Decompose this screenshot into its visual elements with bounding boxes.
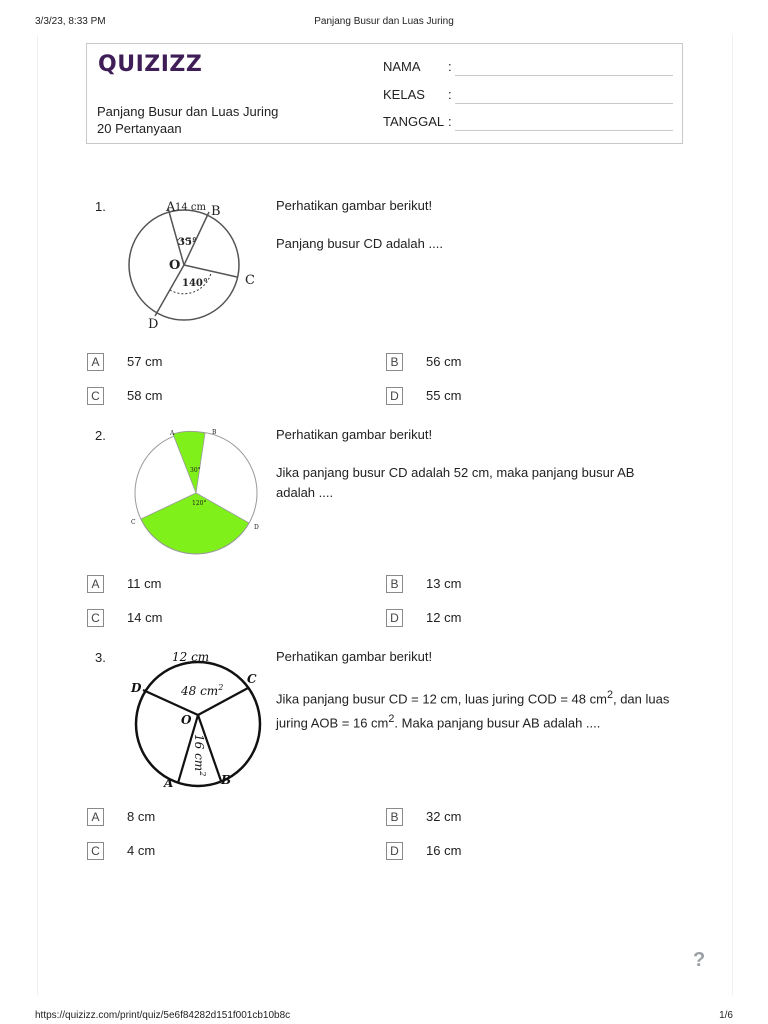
class-field	[383, 87, 452, 102]
question-3-prompt-c: . Maka panjang busur AB adalah ....	[394, 715, 601, 731]
q1-label-o: O	[169, 258, 181, 273]
option-text: 8 cm	[127, 809, 156, 824]
option-text: 58 cm	[127, 388, 163, 403]
question-1-intro: Perhatikan gambar berikut!	[276, 198, 433, 213]
q3-label-d: D	[131, 681, 142, 695]
question-3-prompt-a: Jika panjang busur CD = 12 cm, luas juring COD = 48 cm	[276, 691, 607, 707]
question-1-prompt: Panjang busur CD adalah ....	[276, 236, 443, 251]
option-text: 14 cm	[127, 610, 163, 625]
question-1-text	[276, 196, 676, 254]
q3-label-o: O	[181, 713, 192, 727]
q2-label-d: D	[254, 524, 259, 531]
option-text: 57 cm	[127, 354, 163, 369]
question-3-intro: Perhatikan gambar berikut!	[276, 649, 433, 664]
q3-area-1-value: 48 cm	[181, 684, 219, 698]
q3-arc-label: 12 cm	[172, 650, 210, 664]
option-letter: C	[87, 842, 104, 860]
q3-area-2-value: 16 cm	[192, 734, 206, 772]
q1-arc-label: 14 cm	[175, 202, 206, 213]
option-letter: B	[386, 575, 403, 593]
option-text: 13 cm	[426, 576, 462, 591]
question-3-number: 3.	[95, 650, 106, 665]
question-2-figure	[128, 427, 268, 555]
q1-angle-2: 140°	[182, 278, 208, 289]
question-count: 20 Pertanyaan	[97, 121, 182, 136]
q1-angle-1: 35°	[178, 237, 197, 248]
q3-label-b: B	[221, 773, 232, 787]
question-3-figure	[125, 646, 275, 791]
quizizz-logo: QUIZIZZ	[98, 52, 203, 77]
date-colon: :	[448, 114, 452, 129]
quiz-header-box	[86, 43, 683, 144]
class-colon: :	[448, 87, 452, 102]
option-text: 4 cm	[127, 843, 156, 858]
name-field	[383, 59, 452, 74]
option-letter: D	[386, 609, 403, 627]
date-field	[383, 114, 452, 129]
name-colon: :	[448, 59, 452, 74]
name-line	[455, 75, 673, 76]
class-label: KELAS	[383, 87, 425, 102]
date-line	[455, 130, 673, 131]
option-text: 32 cm	[426, 809, 462, 824]
page-number: 1/6	[719, 1010, 733, 1021]
q3-area-2	[192, 734, 207, 776]
question-3-text	[276, 647, 676, 734]
date-label: TANGGAL	[383, 114, 445, 129]
option-letter: A	[87, 575, 104, 593]
print-url: https://quizizz.com/print/quiz/5e6f84282d151f001cb10b8c	[35, 1010, 291, 1021]
q3-area-1	[180, 683, 223, 698]
question-2-intro: Perhatikan gambar berikut!	[276, 427, 433, 442]
question-2-prompt: Jika panjang busur CD adalah 52 cm, maka panjang busur AB adalah ....	[276, 465, 635, 500]
option-letter: D	[386, 387, 403, 405]
q2-label-b: B	[212, 429, 217, 436]
option-letter: D	[386, 842, 403, 860]
q2-angle-2: 120°	[192, 500, 207, 507]
q1-label-d: D	[148, 317, 159, 332]
q3-label-a: A	[164, 776, 174, 790]
question-2-number: 2.	[95, 428, 106, 443]
option-letter: C	[87, 609, 104, 627]
option-letter: B	[386, 353, 403, 371]
option-text: 56 cm	[426, 354, 462, 369]
q2-label-a: A	[170, 430, 175, 437]
question-3-prompt-b: , dan luas juring AOB = 16 cm	[276, 691, 670, 731]
print-doc-title: Panjang Busur dan Luas Juring	[314, 16, 454, 27]
option-letter: B	[386, 808, 403, 826]
option-text: 55 cm	[426, 388, 462, 403]
q3-area-1-sup: 2	[218, 683, 224, 692]
name-label: NAMA	[383, 59, 421, 74]
question-1-number: 1.	[95, 199, 106, 214]
question-3-sup-2: 2	[388, 713, 395, 726]
class-line	[455, 103, 673, 104]
help-icon[interactable]: ?	[693, 949, 706, 971]
question-3-sup-1: 2	[606, 689, 613, 701]
q1-label-a: A	[166, 200, 176, 215]
q1-label-b: B	[211, 204, 221, 219]
quiz-title: Panjang Busur dan Luas Juring	[97, 104, 279, 119]
question-3-prompt	[276, 685, 676, 734]
option-letter: A	[87, 353, 104, 371]
option-letter: C	[87, 387, 104, 405]
q3-label-c: C	[247, 672, 257, 686]
question-2-text	[276, 425, 676, 503]
q3-area-2-sup: 2	[198, 771, 207, 777]
question-1-figure	[125, 195, 270, 335]
q2-label-c: C	[131, 519, 136, 526]
option-letter: A	[87, 808, 104, 826]
option-text: 12 cm	[426, 610, 462, 625]
q2-angle-1: 30°	[190, 467, 201, 474]
q1-label-c: C	[245, 273, 255, 288]
print-date: 3/3/23, 8:33 PM	[35, 16, 106, 27]
option-text: 16 cm	[426, 843, 462, 858]
option-text: 11 cm	[127, 576, 162, 591]
